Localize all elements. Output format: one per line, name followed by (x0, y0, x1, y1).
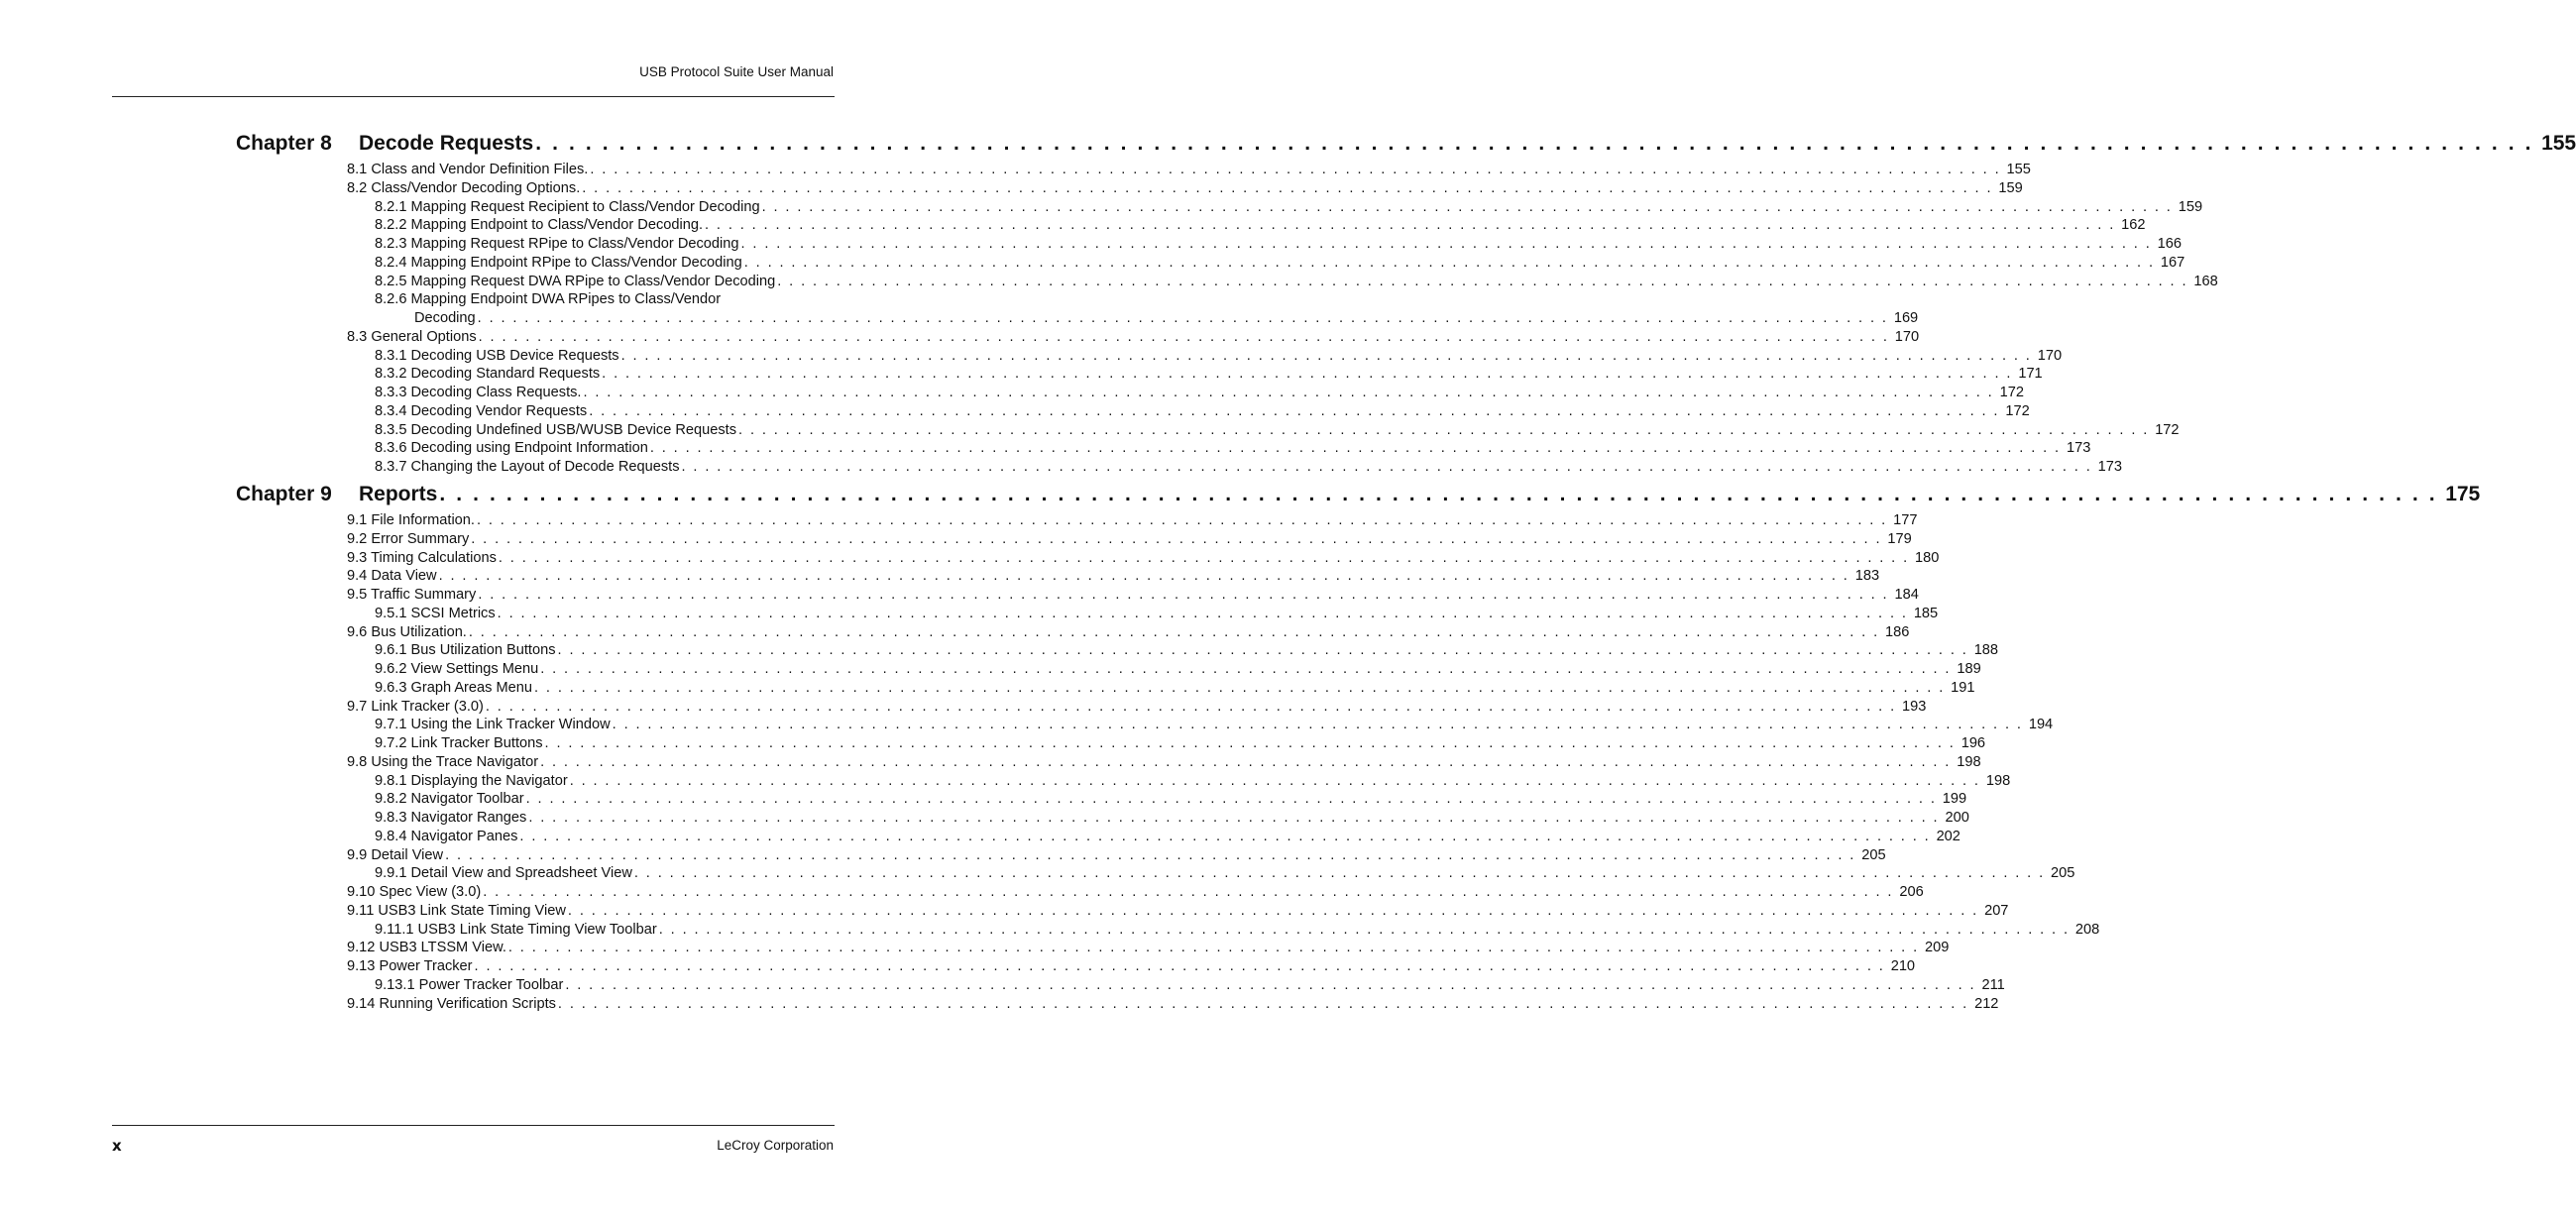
dot-leader: . . . . . . . . . . . . . . . . . . . . . . . . . . . . . . . . . . . . . . . . . . . . . . . . . . . . . . . . . . . . . . . . . . . . . . . . . . . . . . . . . . . . . . . . . . . . . . . . . . . . . . . . . . . . . . . . . . . . . . . . (565, 976, 1976, 993)
footer-page-number: x (112, 1137, 122, 1155)
dot-leader: . . . . . . . . . . . . . . . . . . . . . . . . . . . . . . . . . . . . . . . . . . . . . . . . . . . . . . . . . . . . . . . . . . . . . . . . . . . . . . . . . . . . . . . . . . . . . . . . . . . . . . . . . . . . . . . . . . . . . . . . (478, 587, 1889, 603)
toc-entry[interactable] (347, 734, 1986, 753)
toc-entry-title: 9.5 Traffic Summary (347, 587, 477, 603)
toc-entry[interactable] (347, 530, 1912, 549)
dot-leader: . . . . . . . . . . . . . . . . . . . . . . . . . . . . . . . . . . . . . . . . . . . . . . . . . . . . . . . . . . . . . . . . . . . . . . . . . . . . . . . . . . . . . . . . . . . . . . . . . . . . . . . . . . . . . . . . . . . . . . . . (743, 254, 2155, 271)
toc-entry-title: 9.10 Spec View (3.0) (347, 884, 482, 900)
dot-leader: . . . . . . . . . . . . . . . . . . . . . . . . . . . . . . . . . . . . . . . . . . . . . . . . . . . . . . . . . . . . . . . . . . . . . . . . . . . . . . . . . . . . . . . . . . . . . . . . . . . . . . . . . . . . . . . . . . . . . . . . (525, 791, 1937, 808)
toc-entry-title: 8.1 Class and Vendor Definition Files. (347, 162, 589, 177)
toc-entry-page: 198 (1985, 772, 2011, 789)
toc-entry-title: 9.5.1 SCSI Metrics (375, 605, 496, 621)
toc-entry-title: 8.3.1 Decoding USB Device Requests (375, 347, 619, 364)
toc-entry[interactable] (347, 179, 2023, 198)
dot-leader: . . . . . . . . . . . . . . . . . . . . . . . . . . . . . . . . . . . . . . . . . . . . . . . . . . . . . . . . . . . . . . . . . . . . . . . . . . . . . . . . . . . . . . . . . . . . . . . . . . . . . . . . . . . . . . . . . . . . . . . . (477, 310, 1888, 326)
toc-entry-page: 212 (1974, 995, 1999, 1012)
toc-entry-page: 210 (1890, 958, 1916, 974)
toc-entry-page: 173 (2097, 459, 2123, 475)
toc-entry[interactable] (347, 439, 2091, 458)
toc-entry-title: 9.2 Error Summary (347, 530, 470, 547)
toc-entry-title: 9.8.4 Navigator Panes (375, 828, 518, 844)
chapter-9-title: Reports (359, 483, 438, 505)
toc-entry[interactable] (347, 957, 1916, 976)
toc-entry-page: 184 (1894, 587, 1919, 603)
toc-entry-title: 8.3.3 Decoding Class Requests. (375, 385, 582, 400)
toc-entry-title: 9.13 Power Tracker (347, 958, 473, 974)
toc-entry[interactable] (347, 753, 1981, 772)
toc-entry-title: 9.8.1 Displaying the Navigator (375, 772, 568, 789)
toc-entry[interactable] (347, 809, 1969, 828)
toc-entry[interactable] (347, 586, 1919, 605)
toc-entry-page: 159 (1998, 179, 2023, 196)
toc-entry-page: 196 (1960, 735, 1986, 751)
toc-entry[interactable] (347, 198, 2203, 217)
toc-entry-title: 9.7.1 Using the Link Tracker Window (375, 717, 611, 733)
toc-entry[interactable] (347, 790, 1967, 809)
toc-entry-page: 172 (2155, 421, 2180, 438)
dot-leader: . . . . . . . . . . . . . . . . . . . . . . . . . . . . . . . . . . . . . . . . . . . . . . . . . . . . . . . . . . . . . . . . . . . . . . . . . . . . . . . . . . . . . . . . . . . . . . . . . . . . . . . . . . . . . . . . . . . . . . . . (468, 623, 1880, 640)
toc-entry-title: 9.7 Link Tracker (3.0) (347, 698, 484, 715)
toc-entry-title: 8.2.5 Mapping Request DWA RPipe to Class/Vendor Decoding (375, 273, 776, 289)
toc-entry-page: 168 (2193, 273, 2218, 289)
toc-entry-page: 193 (1902, 698, 1927, 715)
toc-entry[interactable] (347, 679, 1975, 698)
toc-entry-title: 8.3.7 Changing the Layout of Decode Requests (375, 459, 680, 475)
dot-leader: . . . . . . . . . . . . . . . . . . . . . . . . . . . . . . . . . . . . . . . . . . . . . . . . . . . . . . . . . . . . . . . . . . . . . . . . . . . . . . . . . . . . . . . . . . . . . . . . . . . . . . . . . . . . . . . . . . . . . . . . (761, 198, 2173, 215)
dot-leader: . . . . . . . . . . . . . . . . . . . . . . . . . . . . . . . . . . . . . . . . . . . . . . . . . . . . . . . . . . . . . . . . . . . . . . . . . . . . . . . . . . . . . . . . . . . . . . . . . . . . . . . . . . . . . . . . . . . . . . . . (590, 162, 2001, 177)
toc-entry-title: 8.2.3 Mapping Request RPipe to Class/Vendor Decoding (375, 236, 739, 252)
toc-entry-page: 194 (2028, 717, 2054, 733)
toc-entry-title: 9.8.3 Navigator Ranges (375, 810, 527, 826)
dot-leader: . . . . . . . . . . . . . . . . . . . . . . . . . . . . . . . . . . . . . . . . . . . . . . . . . . . . . . . . . . . . . . . . . . . . . . . . . . . . . . . . . . . . . . . . . . . . . . . . . . . . . . . . . . . . . . . . . . . . . . . . (658, 921, 2070, 938)
toc-entry[interactable] (347, 402, 2030, 421)
toc-entry-title: 9.6.2 View Settings Menu (375, 661, 539, 677)
toc-entry[interactable] (347, 254, 2185, 273)
chapter-8-title: Decode Requests (359, 132, 534, 155)
header-rule (112, 96, 835, 97)
toc-entry-title: 9.11.1 USB3 Link State Timing View Toolbar (375, 921, 657, 938)
dot-leader: . . . . . . . . . . . . . . . . . . . . . . . . . . . . . . . . . . . . . . . . . . . . . . . . . . . . . . . . . . . . . . . . . . . . . . . . . . . . . . . . . . . . . . . . . . . . . . . . . . . . . . . . . . . . . . . . . . . . . . . . (445, 846, 1856, 863)
toc-entry[interactable] (347, 216, 2146, 235)
toc-entry-page: 199 (1942, 791, 1967, 808)
toc-entry[interactable] (347, 772, 2011, 791)
toc-entry-page: 191 (1951, 679, 1975, 696)
toc-entry[interactable] (347, 273, 2218, 291)
toc-entry-title: 8.2.2 Mapping Endpoint to Class/Vendor Decoding. (375, 217, 704, 234)
toc-entry-page: 172 (1999, 385, 2024, 400)
toc-entry-page: 180 (1915, 549, 1940, 566)
toc-entry-page: 159 (2178, 198, 2203, 215)
toc-entry-title: 8.2.4 Mapping Endpoint RPipe to Class/Vendor Decoding (375, 254, 742, 271)
toc-entry-page: 170 (1894, 328, 1920, 345)
toc-entry-page: 162 (2121, 217, 2146, 234)
toc-entry-title: 9.6.3 Graph Areas Menu (375, 679, 533, 696)
toc-entry[interactable] (347, 902, 2009, 921)
toc-entry[interactable] (347, 567, 1880, 586)
dot-leader: . . . . . . . . . . . . . . . . . . . . . . . . . . . . . . . . . . . . . . . . . . . . . . . . . . . . . . . . . . . . . . . . . . . . . . . . . . . . . . . . . . . . . . . . . . . . . . . . . . . . . . . . . . . . . . . . . . . . . . . . (705, 217, 2116, 234)
toc-entry[interactable] (347, 846, 1886, 865)
toc-entry-title: 9.6 Bus Utilization. (347, 623, 467, 640)
toc-entry-title: 9.6.1 Bus Utilization Buttons (375, 642, 556, 659)
dot-leader: . . . . . . . . . . . . . . . . . . . . . . . . . . . . . . . . . . . . . . . . . . . . . . . . . . . . . . . . . . . . . . . . . . . . . . . . . . . . . . . . . . . . . . . . . . . . . . . . . . . . . . . . . . . . . . . . . . . . . . . . (612, 717, 2023, 733)
toc-entry-title: 8.3 General Options (347, 328, 477, 345)
toc-entry-page: 167 (2160, 254, 2185, 271)
toc-entry[interactable] (347, 605, 1939, 623)
dot-leader: . . . . . . . . . . . . . . . . . . . . . . . . . . . . . . . . . . . . . . . . . . . . . . . . . . . . . . . . . . . . . . . . . . . . . . . . . . . . . . . . . . . . . . . . . . . . . . . . . . . . . . . . . . . . . . . . . . . . . . . . (544, 735, 1956, 751)
toc-entry[interactable] (347, 939, 1950, 957)
toc-entry-title: 8.3.4 Decoding Vendor Requests (375, 402, 588, 419)
dot-leader: . . . . . . . . . . . . . . . . . . . . . . . . . . . . . . . . . . . . . . . . . . . . . . . . . . . . . . . . . . . . . . . . . . . . . . . . . . . . . . . . . . . . . . . . . . . . . . . . . . . . . . . . . . . . . . . . . . . . . . . . (535, 132, 2534, 155)
toc-entry[interactable] (347, 290, 835, 309)
toc-entry-page: 198 (1957, 753, 1981, 770)
dot-leader: . . . . . . . . . . . . . . . . . . . . . . . . . . . . . . . . . . . . . . . . . . . . . . . . . . . . . . . . . . . . . . . . . . . . . . . . . . . . . . . . . . . . . . . . . . . . . . . . . . . . . . . . . . . . . . . . . . . . . . . . (497, 605, 1908, 621)
toc-entry[interactable] (347, 623, 1910, 642)
toc-entry-title: 9.9 Detail View (347, 846, 444, 863)
toc-entry[interactable] (347, 698, 1927, 717)
toc-entry-title: 9.14 Running Verification Scripts (347, 995, 556, 1012)
toc-entry-page: 166 (2157, 236, 2183, 252)
toc-entry[interactable] (347, 641, 1999, 660)
dot-leader: . . . . . . . . . . . . . . . . . . . . . . . . . . . . . . . . . . . . . . . . . . . . . . . . . . . . . . . . . . . . . . . . . . . . . . . . . . . . . . . . . . . . . . . . . . . . . . . . . . . . . . . . . . . . . . . . . . . . . . . . (620, 347, 2032, 364)
chapter-8-entries (347, 161, 2218, 477)
dot-leader: . . . . . . . . . . . . . . . . . . . . . . . . . . . . . . . . . . . . . . . . . . . . . . . . . . . . . . . . . . . . . . . . . . . . . . . . . . . . . . . . . . . . . . . . . . . . . . . . . . . . . . . . . . . . . . . . . . . . . . . . (738, 421, 2150, 438)
toc-entry-title: 8.2.6 Mapping Endpoint DWA RPipes to Class/Vendor (375, 291, 722, 308)
toc-entry-page: 205 (2051, 865, 2075, 882)
toc-entry[interactable] (347, 458, 2123, 477)
dot-leader: . . . . . . . . . . . . . . . . . . . . . . . . . . . . . . . . . . . . . . . . . . . . . . . . . . . . . . . . . . . . . . . . . . . . . . . . . . . . . . . . . . . . . . . . . . . . . . . . . . . . . . . . . . . . . . . . . . . . . . . . (582, 179, 1993, 196)
dot-leader: . . . . . . . . . . . . . . . . . . . . . . . . . . . . . . . . . . . . . . . . . . . . . . . . . . . . . . . . . . . . . . . . . . . . . . . . . . . . . . . . . . . . . . . . . . . . . . . . . . . . . . . . . . . . . . . . . . . . . . . . (681, 459, 2092, 475)
toc-entry-page: 177 (1893, 512, 1918, 528)
dot-leader: . . . . . . . . . . . . . . . . . . . . . . . . . . . . . . . . . . . . . . . . . . . . . . . . . . . . . . . . . . . . . . . . . . . . . . . . . . . . . . . . . . . . . . . . . . . . . . . . . . . . . . . . . . . . . . . . . . . . . . . . (485, 698, 1897, 715)
toc-entry-page: 171 (2018, 366, 2043, 383)
toc-entry[interactable] (347, 883, 1924, 902)
toc-entry-title: 9.4 Data View (347, 568, 437, 585)
toc-entry-title: 9.1 File Information. (347, 512, 475, 528)
toc-entry-page: 209 (1925, 940, 1950, 956)
chapter-9-label: Chapter 9 (236, 483, 332, 505)
dot-leader: . . . . . . . . . . . . . . . . . . . . . . . . . . . . . . . . . . . . . . . . . . . . . . . . . . . . . . . . . . . . . . . . . . . . . . . . . . . . . . . . . . . . . . . . . . . . . . . . . . . . . . . . . . . . . . . . . . . . . . . . (507, 940, 1920, 956)
toc-entry[interactable] (347, 365, 2043, 384)
toc-entry[interactable] (347, 161, 2031, 179)
toc-entry-title: 8.2.1 Mapping Request Recipient to Class/Vendor Decoding (375, 198, 760, 215)
toc-entry-title: 9.11 USB3 Link State Timing View (347, 902, 566, 919)
toc-entry-page: 211 (1981, 976, 2005, 993)
toc-entry[interactable] (347, 921, 2100, 940)
dot-leader: . . . . . . . . . . . . . . . . . . . . . . . . . . . . . . . . . . . . . . . . . . . . . . . . . . . . . . . . . . . . . . . . . . . . . . . . . . . . . . . . . . . . . . . . . . . . . . . . . . . . . . . . . . . . . . . . . . . . . . . . (476, 512, 1888, 528)
toc-entry-page: 185 (1913, 605, 1939, 621)
chapter-8-label: Chapter 8 (236, 132, 332, 155)
dot-leader: . . . . . . . . . . . . . . . . . . . . . . . . . . . . . . . . . . . . . . . . . . . . . . . . . . . . . . . . . . . . . . . . . . . . . . . . . . . . . . . . . . . . . . . . . . . . . . . . . . . . . . . . . . . . . . . . . . . . . . . . (740, 236, 2152, 252)
toc-entry-title: 8.3.5 Decoding Undefined USB/WUSB Device Requests (375, 421, 737, 438)
dot-leader: . . . . . . . . . . . . . . . . . . . . . . . . . . . . . . . . . . . . . . . . . . . . . . . . . . . . . . . . . . . . . . . . . . . . . . . . . . . . . . . . . . . . . . . . . . . . . . . . . . . . . . . . . . . . . . . . . . . . . . . . (557, 642, 1968, 659)
toc-entry-title: 8.2 Class/Vendor Decoding Options. (347, 179, 581, 196)
toc-entry[interactable] (347, 864, 2075, 883)
toc-entry[interactable] (347, 511, 1918, 530)
toc-entry[interactable] (347, 549, 1940, 568)
dot-leader: . . . . . . . . . . . . . . . . . . . . . . . . . . . . . . . . . . . . . . . . . . . . . . . . . . . . . . . . . . . . . . . . . . . . . . . . . . . . . . . . . . . . . . . . . . . . . . . . . . . . . . . . . . . . . . . . . . . . . . . . (483, 884, 1894, 900)
toc-entry-page: 155 (2006, 162, 2031, 177)
toc-entry[interactable] (347, 995, 1999, 1014)
toc-entry-page: 183 (1854, 568, 1880, 585)
dot-leader: . . . . . . . . . . . . . . . . . . . . . . . . . . . . . . . . . . . . . . . . . . . . . . . . . . . . . . . . . . . . . . . . . . . . . . . . . . . . . . . . . . . . . . . . . . . . . . . . . . . . . . . . . . . . . . . . . . . . . . . . (649, 440, 2061, 457)
toc-entry-title: 9.12 USB3 LTSSM View. (347, 940, 506, 956)
chapter-9-heading[interactable] (236, 483, 2481, 512)
dot-leader: . . . . . . . . . . . . . . . . . . . . . . . . . . . . . . . . . . . . . . . . . . . . . . . . . . . . . . . . . . . . . . . . . . . . . . . . . . . . . . . . . . . . . . . . . . . . . . . . . . . . . . . . . . . . . . . . . . . . . . . . (633, 865, 2046, 882)
dot-leader: . . . . . . . . . . . . . . . . . . . . . . . . . . . . . . . . . . . . . . . . . . . . . . . . . . . . . . . . . . . . . . . . . . . . . . . . . . . . . . . . . . . . . . . . . . . . . . . . . . . . . . . . . . . . . . . . . . . . . . . . (567, 902, 1979, 919)
toc-entry-page: 202 (1936, 828, 1960, 844)
toc-entry-page: 188 (1973, 642, 1999, 659)
toc-entry-title: 8.3.6 Decoding using Endpoint Information (375, 440, 648, 457)
toc-entry-title: 9.9.1 Detail View and Spreadsheet View (375, 865, 632, 882)
toc-entry-title: 9.7.2 Link Tracker Buttons (375, 735, 543, 751)
toc-entry-page: 205 (1861, 846, 1886, 863)
toc-entry-page: 206 (1899, 884, 1924, 900)
toc-entry-page: 207 (1984, 902, 2009, 919)
toc-entry-page: 170 (2037, 347, 2063, 364)
dot-leader: . . . . . . . . . . . . . . . . . . . . . . . . . . . . . . . . . . . . . . . . . . . . . . . . . . . . . . . . . . . . . . . . . . . . . . . . . . . . . . . . . . . . . . . . . . . . . . . . . . . . . . . . . . . . . . . . . . . . . . . . (583, 385, 1994, 400)
dot-leader: . . . . . . . . . . . . . . . . . . . . . . . . . . . . . . . . . . . . . . . . . . . . . . . . . . . . . . . . . . . . . . . . . . . . . . . . . . . . . . . . . . . . . . . . . . . . . . . . . . . . . . . . . . . . . . . . . . . . . . . . (478, 328, 1889, 345)
toc-entry-page: 186 (1885, 623, 1910, 640)
toc-entry-page: 189 (1957, 661, 1981, 677)
dot-leader: . . . . . . . . . . . . . . . . . . . . . . . . . . . . . . . . . . . . . . . . . . . . . . . . . . . . . . . . . . . . . . . . . . . . . . . . . . . . . . . . . . . . . . . . . . . . . . . . . . . . . . . . . . . . . . . . . . . . . . . . (528, 810, 1940, 826)
toc-entry-title: 9.13.1 Power Tracker Toolbar (375, 976, 564, 993)
footer-company: LeCroy Corporation (717, 1138, 834, 1153)
dot-leader: . . . . . . . . . . . . . . . . . . . . . . . . . . . . . . . . . . . . . . . . . . . . . . . . . . . . . . . . . . . . . . . . . . . . . . . . . . . . . . . . . . . . . . . . . . . . . . . . . . . . . . . . . . . . . . . . . . . . . . . . (519, 828, 1931, 844)
toc-entry-page: 173 (2067, 440, 2091, 457)
toc-entry-page: 179 (1887, 530, 1912, 547)
toc-entry[interactable] (347, 828, 1960, 846)
dot-leader: . . . . . . . . . . . . . . . . . . . . . . . . . . . . . . . . . . . . . . . . . . . . . . . . . . . . . . . . . . . . . . . . . . . . . . . . . . . . . . . . . . . . . . . . . . . . . . . . . . . . . . . . . . . . . . . . . . . . . . . . (439, 483, 2438, 505)
toc-entry-title: 8.3.2 Decoding Standard Requests (375, 366, 601, 383)
toc-entry-title: 9.3 Timing Calculations (347, 549, 497, 566)
toc-entry-page: 169 (1893, 310, 1919, 326)
footer-rule (112, 1125, 835, 1126)
dot-leader: . . . . . . . . . . . . . . . . . . . . . . . . . . . . . . . . . . . . . . . . . . . . . . . . . . . . . . . . . . . . . . . . . . . . . . . . . . . . . . . . . . . . . . . . . . . . . . . . . . . . . . . . . . . . . . . . . . . . . . . . (474, 958, 1885, 974)
dot-leader: . . . . . . . . . . . . . . . . . . . . . . . . . . . . . . . . . . . . . . . . . . . . . . . . . . . . . . . . . . . . . . . . . . . . . . . . . . . . . . . . . . . . . . . . . . . . . . . . . . . . . . . . . . . . . . . . . . . . . . . . (540, 661, 1952, 677)
toc-entry-page: 172 (2005, 402, 2030, 419)
toc-entry-page: 200 (1945, 810, 1969, 826)
dot-leader: . . . . . . . . . . . . . . . . . . . . . . . . . . . . . . . . . . . . . . . . . . . . . . . . . . . . . . . . . . . . . . . . . . . . . . . . . . . . . . . . . . . . . . . . . . . . . . . . . . . . . . . . . . . . . . . . . . . . . . . . (471, 530, 1882, 547)
dot-leader: . . . . . . . . . . . . . . . . . . . . . . . . . . . . . . . . . . . . . . . . . . . . . . . . . . . . . . . . . . . . . . . . . . . . . . . . . . . . . . . . . . . . . . . . . . . . . . . . . . . . . . . . . . . . . . . . . . . . . . . . (557, 995, 1969, 1012)
toc-entry-page: 208 (2074, 921, 2100, 938)
toc-entry[interactable] (347, 716, 2054, 734)
chapter-9-page: 175 (2445, 483, 2481, 505)
dot-leader: . . . . . . . . . . . . . . . . . . . . . . . . . . . . . . . . . . . . . . . . . . . . . . . . . . . . . . . . . . . . . . . . . . . . . . . . . . . . . . . . . . . . . . . . . . . . . . . . . . . . . . . . . . . . . . . . . . . . . . . . (569, 772, 1980, 789)
chapter-8-page: 155 (2541, 132, 2576, 155)
toc-entry-title: 9.8 Using the Trace Navigator (347, 753, 539, 770)
dot-leader: . . . . . . . . . . . . . . . . . . . . . . . . . . . . . . . . . . . . . . . . . . . . . . . . . . . . . . . . . . . . . . . . . . . . . . . . . . . . . . . . . . . . . . . . . . . . . . . . . . . . . . . . . . . . . . . . . . . . . . . . (540, 753, 1952, 770)
running-header-title: USB Protocol Suite User Manual (639, 64, 834, 79)
toc-entry[interactable] (347, 384, 2024, 402)
dot-leader: . . . . . . . . . . . . . . . . . . . . . . . . . . . . . . . . . . . . . . . . . . . . . . . . . . . . . . . . . . . . . . . . . . . . . . . . . . . . . . . . . . . . . . . . . . . . . . . . . . . . . . . . . . . . . . . . . . . . . . . . (498, 549, 1910, 566)
toc-entry-title: 9.8.2 Navigator Toolbar (375, 791, 524, 808)
dot-leader: . . . . . . . . . . . . . . . . . . . . . . . . . . . . . . . . . . . . . . . . . . . . . . . . . . . . . . . . . . . . . . . . . . . . . . . . . . . . . . . . . . . . . . . . . . . . . . . . . . . . . . . . . . . . . . . . . . . . . . . . (602, 366, 2013, 383)
chapter-8-heading[interactable] (236, 132, 2576, 162)
toc-entry[interactable] (347, 660, 1981, 679)
dot-leader: . . . . . . . . . . . . . . . . . . . . . . . . . . . . . . . . . . . . . . . . . . . . . . . . . . . . . . . . . . . . . . . . . . . . . . . . . . . . . . . . . . . . . . . . . . . . . . . . . . . . . . . . . . . . . . . . . . . . . . . . (534, 679, 1946, 696)
toc-entry-title: Decoding (414, 310, 476, 326)
toc-entry[interactable] (347, 976, 2005, 995)
toc-entry[interactable] (347, 328, 1920, 347)
toc-entry[interactable] (347, 309, 1919, 328)
dot-leader: . . . . . . . . . . . . . . . . . . . . . . . . . . . . . . . . . . . . . . . . . . . . . . . . . . . . . . . . . . . . . . . . . . . . . . . . . . . . . . . . . . . . . . . . . . . . . . . . . . . . . . . . . . . . . . . . . . . . . . . . (589, 402, 2000, 419)
toc-entry[interactable] (347, 235, 2183, 254)
toc-entry[interactable] (347, 421, 2180, 440)
chapter-9-entries (347, 511, 2100, 1013)
dot-leader: . . . . . . . . . . . . . . . . . . . . . . . . . . . . . . . . . . . . . . . . . . . . . . . . . . . . . . . . . . . . . . . . . . . . . . . . . . . . . . . . . . . . . . . . . . . . . . . . . . . . . . . . . . . . . . . . . . . . . . . . (438, 568, 1849, 585)
dot-leader: . . . . . . . . . . . . . . . . . . . . . . . . . . . . . . . . . . . . . . . . . . . . . . . . . . . . . . . . . . . . . . . . . . . . . . . . . . . . . . . . . . . . . . . . . . . . . . . . . . . . . . . . . . . . . . . . . . . . . . . . (777, 273, 2188, 289)
toc-entry[interactable] (347, 347, 2063, 366)
